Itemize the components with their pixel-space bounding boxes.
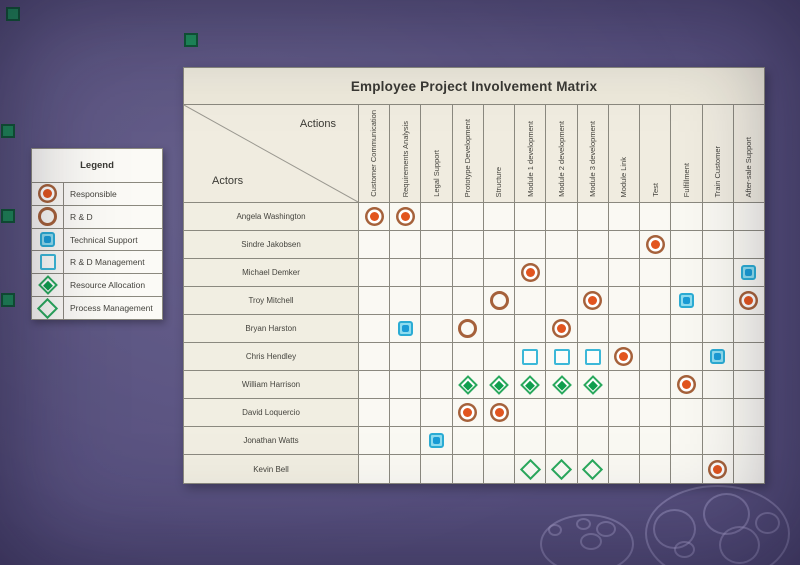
- process-mgmt-icon: [37, 297, 58, 318]
- resource-alloc-icon: [38, 275, 58, 295]
- rnd-icon: [458, 319, 477, 338]
- matrix-cell: [515, 259, 546, 286]
- table-row: [184, 315, 764, 343]
- actor-name: Michael Demker: [184, 259, 359, 286]
- handle-square: [1, 209, 15, 223]
- matrix-cell: [578, 343, 609, 370]
- matrix-cell: [734, 399, 764, 426]
- matrix-cell: [390, 343, 421, 370]
- matrix-cell: [421, 287, 452, 314]
- matrix-cell: [515, 287, 546, 314]
- tech-support-icon: [710, 349, 725, 364]
- matrix-cell: [515, 455, 546, 483]
- responsible-icon: [463, 408, 472, 417]
- matrix-cell: [515, 427, 546, 454]
- actor-name: Sindre Jakobsen: [184, 231, 359, 258]
- actor-name: Bryan Harston: [184, 315, 359, 342]
- matrix-cell: [484, 399, 515, 426]
- legend-title: Legend: [32, 149, 162, 183]
- matrix-cell: [609, 231, 640, 258]
- matrix-cell: [578, 427, 609, 454]
- matrix-cell: [609, 203, 640, 230]
- rnd-icon: [490, 291, 509, 310]
- column-header: [453, 105, 484, 202]
- responsible-icon: [370, 212, 379, 221]
- matrix-cell: [484, 203, 515, 230]
- column-header-label: Structure: [494, 166, 504, 197]
- matrix-cell: [390, 399, 421, 426]
- matrix-cell: [703, 455, 734, 483]
- handle-square: [6, 7, 20, 21]
- matrix-cell: [453, 371, 484, 398]
- matrix-cell: [453, 203, 484, 230]
- table-row: [184, 371, 764, 399]
- matrix-cell: [453, 231, 484, 258]
- actions-label: Actions: [299, 118, 336, 130]
- matrix-cell: [484, 343, 515, 370]
- legend-row: [32, 229, 162, 252]
- matrix-cell: [390, 315, 421, 342]
- matrix-cell: [546, 203, 577, 230]
- legend-row: [32, 183, 162, 206]
- handle-square: [1, 124, 15, 138]
- matrix-cell: [453, 259, 484, 286]
- matrix-cell: [546, 259, 577, 286]
- column-header: [546, 105, 577, 202]
- legend-symbol-cell: [32, 274, 64, 296]
- matrix-cell: [734, 455, 764, 483]
- legend-row: [32, 274, 162, 297]
- matrix-cell: [421, 315, 452, 342]
- matrix-cell: [734, 231, 764, 258]
- matrix-cell: [359, 455, 390, 483]
- actor-name: Troy Mitchell: [184, 287, 359, 314]
- matrix-cell: [421, 427, 452, 454]
- tech-support-icon: [40, 232, 55, 247]
- matrix-cell: [578, 399, 609, 426]
- responsible-icon: [495, 408, 504, 417]
- legend-row: [32, 297, 162, 319]
- tech-support-icon: [679, 293, 694, 308]
- matrix-cell: [671, 371, 702, 398]
- column-header-label: Train Customer: [713, 145, 722, 197]
- matrix-cell: [640, 399, 671, 426]
- matrix-cell: [546, 287, 577, 314]
- matrix-cell: [703, 343, 734, 370]
- resource-alloc-icon: [489, 375, 509, 395]
- legend-item-label: Process Management: [70, 303, 153, 314]
- responsible-icon: [526, 268, 535, 277]
- matrix-cell: [671, 343, 702, 370]
- matrix-cell: [640, 343, 671, 370]
- matrix-cell: [546, 343, 577, 370]
- responsible-icon: [43, 189, 52, 198]
- column-header: [734, 105, 764, 202]
- column-header: [703, 105, 734, 202]
- matrix-cell: [578, 259, 609, 286]
- matrix-cell: [453, 287, 484, 314]
- matrix-cell: [421, 343, 452, 370]
- resource-alloc-icon: [552, 375, 572, 395]
- matrix-cell: [546, 455, 577, 483]
- matrix-cell: [453, 427, 484, 454]
- matrix-cell: [515, 343, 546, 370]
- rnd-mgmt-icon: [554, 349, 570, 365]
- matrix-cell: [609, 399, 640, 426]
- matrix-cell: [703, 203, 734, 230]
- matrix-cell: [359, 231, 390, 258]
- matrix-body: [184, 203, 764, 483]
- matrix-cell: [671, 287, 702, 314]
- responsible-icon: [713, 465, 722, 474]
- matrix-cell: [671, 315, 702, 342]
- column-header-label: Fulfillment: [681, 162, 691, 197]
- tech-support-icon: [741, 265, 756, 280]
- actor-name: Chris Hendley: [184, 343, 359, 370]
- rnd-icon: [38, 207, 57, 226]
- matrix-cell: [359, 315, 390, 342]
- matrix-cell: [640, 315, 671, 342]
- column-header: [609, 105, 640, 202]
- matrix-cell: [453, 343, 484, 370]
- responsible-icon: [651, 240, 660, 249]
- matrix-cell: [421, 203, 452, 230]
- column-header: [671, 105, 702, 202]
- matrix-cell: [421, 259, 452, 286]
- matrix-cell: [671, 455, 702, 483]
- matrix-cell: [515, 371, 546, 398]
- matrix-cell: [640, 259, 671, 286]
- column-header: [515, 105, 546, 202]
- matrix-cell: [453, 315, 484, 342]
- matrix-cell: [421, 231, 452, 258]
- table-row: [184, 427, 764, 455]
- rnd-mgmt-icon: [522, 349, 538, 365]
- matrix-cell: [640, 231, 671, 258]
- matrix-cell: [703, 315, 734, 342]
- actors-label: Actors: [212, 175, 244, 187]
- matrix-cell: [546, 371, 577, 398]
- column-header: [421, 105, 452, 202]
- matrix-cell: [734, 315, 764, 342]
- matrix-cell: [359, 371, 390, 398]
- matrix-cell: [546, 231, 577, 258]
- matrix-cell: [703, 427, 734, 454]
- legend-symbol-cell: [32, 229, 64, 251]
- tech-support-icon: [398, 321, 413, 336]
- legend-panel: [31, 148, 163, 320]
- matrix-cell: [515, 315, 546, 342]
- matrix-cell: [703, 399, 734, 426]
- matrix-cell: [453, 455, 484, 483]
- actor-name: Jonathan Watts: [184, 427, 359, 454]
- matrix-cell: [671, 231, 702, 258]
- responsible-icon: [744, 296, 753, 305]
- legend-item-label: R & D: [70, 211, 93, 222]
- matrix-cell: [734, 287, 764, 314]
- column-header: [359, 105, 390, 202]
- matrix-cell: [578, 231, 609, 258]
- legend-body: [32, 183, 162, 319]
- column-header-label: Legal Support: [431, 150, 441, 197]
- matrix-cell: [484, 315, 515, 342]
- column-header: [390, 105, 421, 202]
- table-row: [184, 343, 764, 371]
- matrix-cell: [734, 203, 764, 230]
- matrix-cell: [515, 203, 546, 230]
- matrix-cell: [640, 455, 671, 483]
- legend-item-label: Resource Allocation: [70, 280, 146, 291]
- matrix-cell: [390, 203, 421, 230]
- column-header-label: Prototype Development: [463, 118, 473, 197]
- table-row: [184, 259, 764, 287]
- matrix-cell: [359, 203, 390, 230]
- matrix-cell: [359, 287, 390, 314]
- matrix-cell: [734, 343, 764, 370]
- resource-alloc-icon: [520, 375, 540, 395]
- column-header-label: Module Link: [619, 156, 629, 197]
- table-row: [184, 455, 764, 483]
- matrix-cell: [609, 343, 640, 370]
- matrix-cell: [671, 203, 702, 230]
- process-mgmt-icon: [582, 458, 603, 479]
- tech-support-icon: [429, 433, 444, 448]
- corner-cell: [184, 105, 359, 202]
- column-header: [578, 105, 609, 202]
- legend-symbol-cell: [32, 183, 64, 205]
- matrix-cell: [421, 455, 452, 483]
- matrix-cell: [421, 399, 452, 426]
- matrix-cell: [703, 259, 734, 286]
- matrix-cell: [703, 371, 734, 398]
- rnd-mgmt-icon: [585, 349, 601, 365]
- process-mgmt-icon: [520, 458, 541, 479]
- matrix-cell: [609, 315, 640, 342]
- matrix-cell: [640, 287, 671, 314]
- involvement-matrix: [183, 67, 765, 484]
- column-header-label: Module 3 development: [588, 121, 598, 197]
- matrix-cell: [359, 259, 390, 286]
- table-row: [184, 231, 764, 259]
- responsible-icon: [619, 352, 628, 361]
- matrix-header-row: [184, 105, 764, 203]
- column-header-label: Test: [650, 183, 660, 197]
- actor-name: Kevin Bell: [184, 455, 359, 483]
- legend-row: [32, 206, 162, 229]
- legend-item-label: Technical Support: [70, 234, 138, 245]
- legend-row: [32, 251, 162, 274]
- handle-square: [184, 33, 198, 47]
- matrix-cell: [609, 259, 640, 286]
- column-header-label: After-sale Support: [744, 136, 754, 197]
- matrix-cell: [390, 427, 421, 454]
- matrix-cell: [578, 371, 609, 398]
- matrix-cell: [484, 371, 515, 398]
- matrix-cell: [671, 399, 702, 426]
- matrix-cell: [671, 259, 702, 286]
- column-header-label: Module 1 development: [525, 121, 535, 197]
- matrix-cell: [359, 343, 390, 370]
- matrix-cell: [390, 455, 421, 483]
- matrix-cell: [671, 427, 702, 454]
- legend-symbol-cell: [32, 251, 64, 273]
- matrix-cell: [515, 231, 546, 258]
- actor-name: David Loquercio: [184, 399, 359, 426]
- matrix-cell: [515, 399, 546, 426]
- matrix-cell: [734, 427, 764, 454]
- matrix-cell: [421, 371, 452, 398]
- matrix-cell: [484, 287, 515, 314]
- resource-alloc-icon: [583, 375, 603, 395]
- handle-square: [1, 293, 15, 307]
- matrix-cell: [734, 371, 764, 398]
- legend-item-label: R & D Management: [70, 257, 145, 268]
- matrix-cell: [546, 315, 577, 342]
- matrix-cell: [484, 231, 515, 258]
- legend-item-label: Responsible: [70, 188, 117, 199]
- matrix-cell: [359, 399, 390, 426]
- table-row: [184, 203, 764, 231]
- matrix-cell: [484, 455, 515, 483]
- actor-name: William Harrison: [184, 371, 359, 398]
- matrix-cell: [640, 427, 671, 454]
- process-mgmt-icon: [551, 458, 572, 479]
- matrix-cell: [546, 399, 577, 426]
- column-header-label: Module 2 development: [556, 121, 566, 197]
- responsible-icon: [401, 212, 410, 221]
- column-header: [484, 105, 515, 202]
- column-header-label: Requirements Analysis: [400, 120, 410, 197]
- matrix-cell: [640, 203, 671, 230]
- matrix-cell: [390, 259, 421, 286]
- matrix-cell: [546, 427, 577, 454]
- column-header-label: Customer Communication: [369, 110, 379, 197]
- table-row: [184, 287, 764, 315]
- matrix-cell: [640, 371, 671, 398]
- matrix-cell: [703, 287, 734, 314]
- table-row: [184, 399, 764, 427]
- matrix-cell: [578, 287, 609, 314]
- matrix-cell: [578, 455, 609, 483]
- actor-name: Angela Washington: [184, 203, 359, 230]
- matrix-title: Employee Project Involvement Matrix: [184, 68, 764, 105]
- responsible-icon: [588, 296, 597, 305]
- matrix-cell: [390, 371, 421, 398]
- matrix-cell: [609, 427, 640, 454]
- matrix-cell: [390, 231, 421, 258]
- legend-symbol-cell: [32, 297, 64, 319]
- matrix-cell: [609, 455, 640, 483]
- matrix-cell: [453, 399, 484, 426]
- matrix-cell: [609, 371, 640, 398]
- matrix-cell: [578, 315, 609, 342]
- matrix-cell: [734, 259, 764, 286]
- legend-symbol-cell: [32, 206, 64, 228]
- responsible-icon: [682, 380, 691, 389]
- matrix-cell: [390, 287, 421, 314]
- matrix-cell: [578, 203, 609, 230]
- responsible-icon: [557, 324, 566, 333]
- resource-alloc-icon: [458, 375, 478, 395]
- matrix-cell: [703, 231, 734, 258]
- matrix-cell: [484, 427, 515, 454]
- matrix-cell: [609, 287, 640, 314]
- matrix-cell: [484, 259, 515, 286]
- rnd-mgmt-icon: [40, 254, 56, 270]
- column-header: [640, 105, 671, 202]
- matrix-cell: [359, 427, 390, 454]
